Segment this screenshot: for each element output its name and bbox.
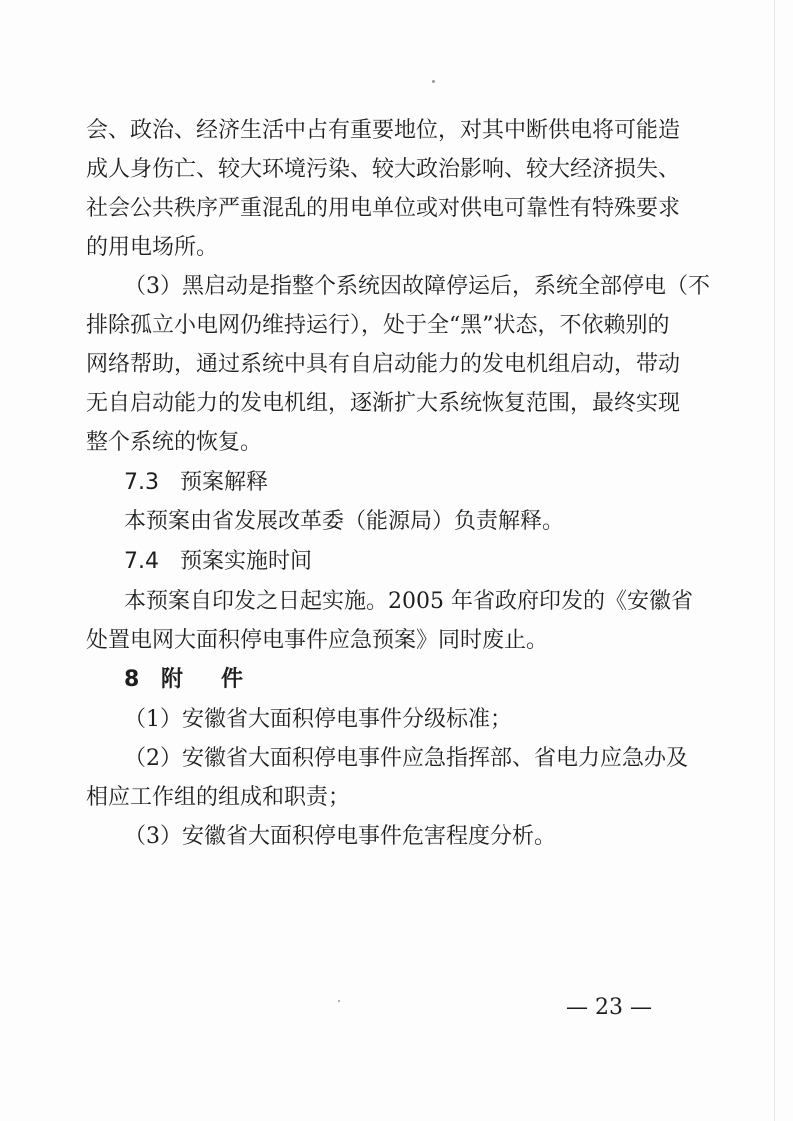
page-number: — 23 — (566, 995, 652, 1020)
scan-speck (432, 80, 435, 83)
section-heading (124, 666, 251, 694)
section-heading (124, 469, 268, 497)
attachment-item: （3）安徽省大面积停电事件危害程度分析。 (124, 824, 556, 849)
paragraph-line: （3）黑启动是指整个系统因故障停运后，系统全部停电（不 (124, 274, 710, 299)
paragraph-line: 的用电场所。 (86, 235, 219, 260)
section-title: 预案解释 (180, 470, 269, 495)
section-number: 7.4 (124, 549, 159, 574)
attachment-item: （1）安徽省大面积停电事件分级标准； (124, 707, 512, 732)
paragraph-line: 会、政治、经济生活中占有重要地位，对其中断供电将可能造 (86, 118, 681, 143)
paragraph-line: 网络帮助，通过系统中具有自启动能力的发电机组启动，带动 (86, 352, 681, 377)
paragraph-line: 本预案由省发展改革委（能源局）负责解释。 (124, 509, 565, 534)
paragraph-line: 成人身伤亡、较大环境污染、较大政治影响、较大经济损失、 (86, 157, 681, 182)
section-title: 附 件 (160, 667, 251, 692)
paragraph-line: 整个系统的恢复。 (86, 430, 263, 455)
paragraph-line: 处置电网大面积停电事件应急预案》同时废止。 (86, 628, 549, 653)
section-title: 预案实施时间 (180, 549, 313, 574)
section-number: 8 (124, 667, 140, 692)
scan-speck (338, 1000, 340, 1002)
section-number: 7.3 (124, 470, 159, 495)
paragraph-line: 无自启动能力的发电机组，逐渐扩大系统恢复范围，最终实现 (86, 391, 681, 416)
attachment-item: （2）安徽省大面积停电事件应急指挥部、省电力应急办及 (124, 746, 688, 771)
attachment-item-continued: 相应工作组的组成和职责； (86, 785, 351, 810)
paragraph-line: 排除孤立小电网仍维持运行），处于全“黑”状态，不依赖别的 (86, 313, 670, 338)
page-edge-shadow (774, 0, 775, 1121)
paragraph-line: 本预案自印发之日起实施。2005 年省政府印发的《安徽省 (124, 589, 693, 614)
paragraph-line: 社会公共秩序严重混乱的用电单位或对供电可靠性有特殊要求 (86, 196, 681, 221)
section-heading (124, 548, 312, 576)
